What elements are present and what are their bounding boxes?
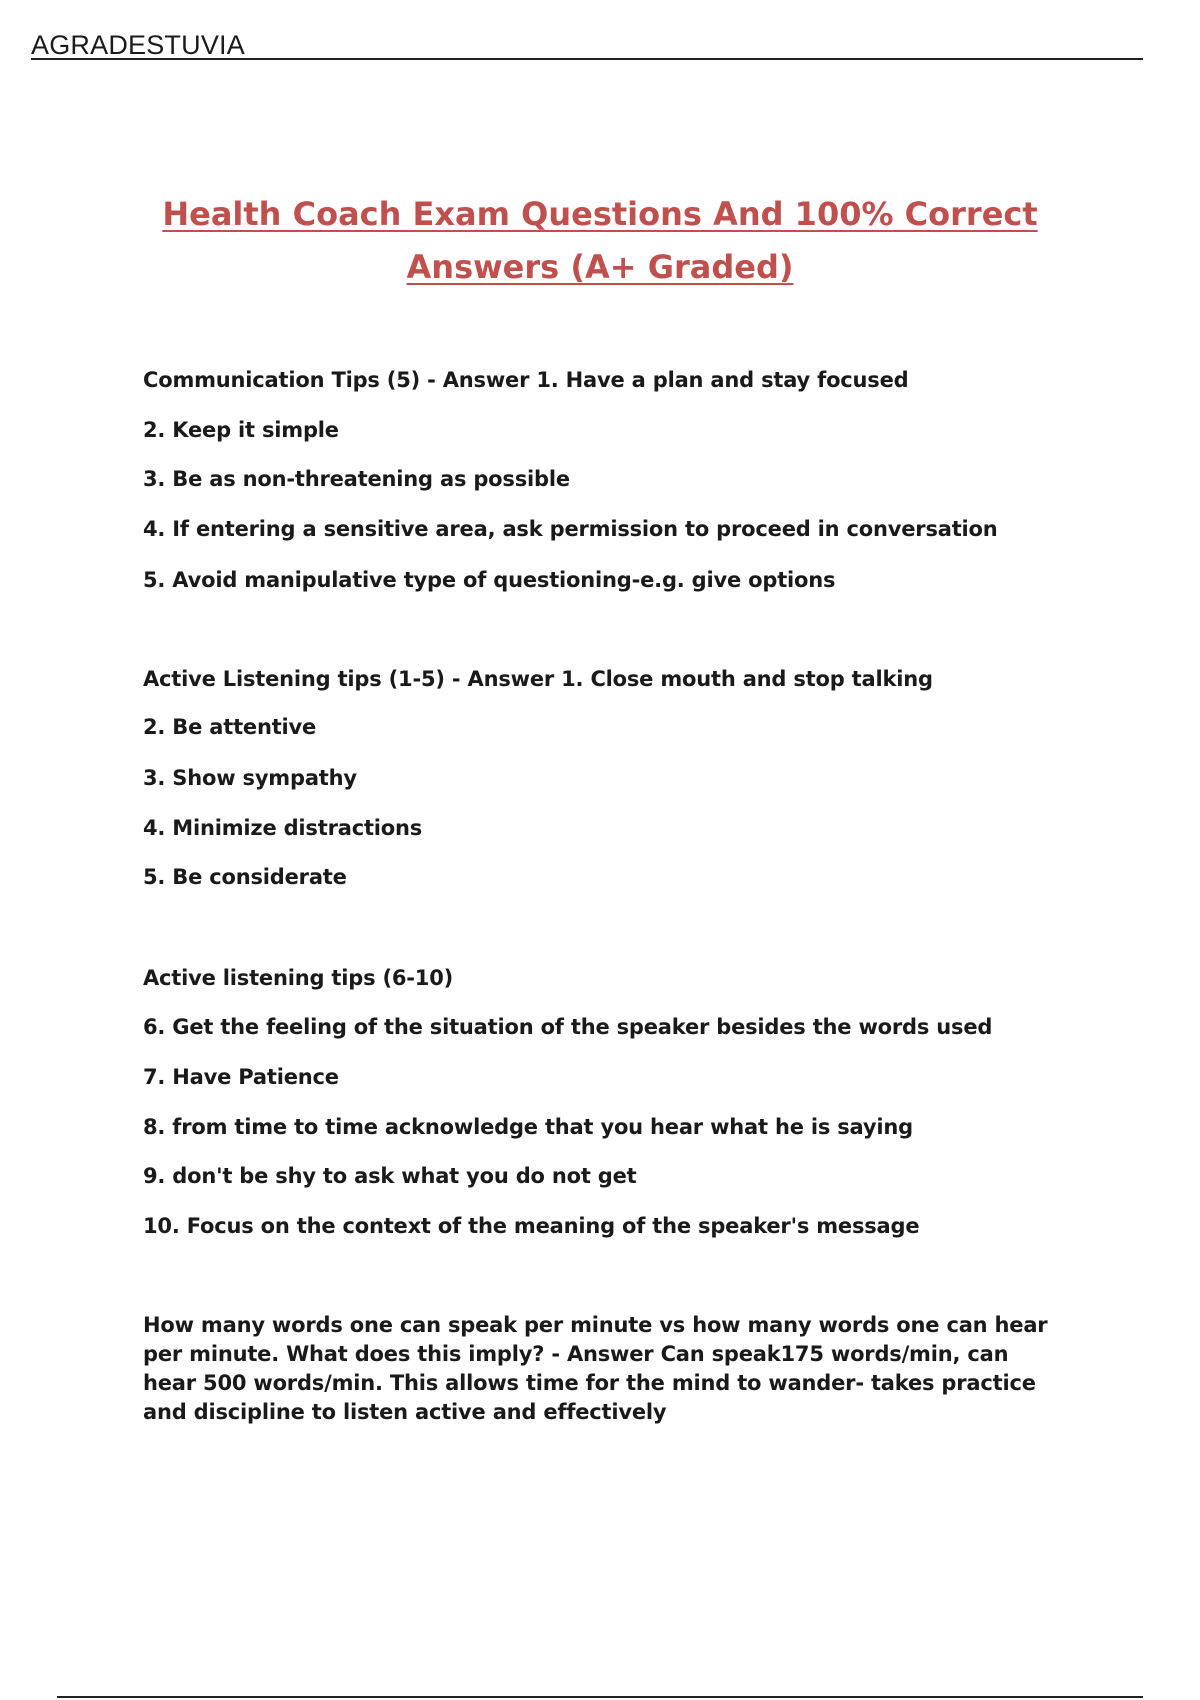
block2-line5: 5. Be considerate <box>143 865 347 889</box>
block2-line3: 3. Show sympathy <box>143 766 357 790</box>
page-header <box>31 28 1143 60</box>
block1-line2: 2. Keep it simple <box>143 418 339 442</box>
words-per-minute-paragraph: How many words one can speak per minute vs how many words one can hear per minute. What does this imply? - Answer Can speak175 words/min, can hear 500 words/min. This allows time for the mind to wander- takes practice and discipline to listen active and effectively <box>143 1313 1048 1424</box>
block2-line4: 4. Minimize distractions <box>143 816 423 840</box>
block1-line5: 5. Avoid manipulative type of questioning-e.g. give options <box>143 568 836 592</box>
block3-line3: 7. Have Patience <box>143 1065 339 1089</box>
block2-line2: 2. Be attentive <box>143 715 317 739</box>
block3-line2: 6. Get the feeling of the situation of the speaker besides the words used <box>143 1015 993 1039</box>
block1-line3: 3. Be as non-threatening as possible <box>143 467 570 491</box>
block3-line1: Active listening tips (6-10) <box>143 966 454 990</box>
block2-line1: Active Listening tips (1-5) - Answer 1. Close mouth and stop talking <box>143 667 933 691</box>
block1-line4: 4. If entering a sensitive area, ask permission to proceed in conversation <box>143 517 998 541</box>
title-line-2: Answers (A+ Graded) <box>406 248 794 286</box>
block3-line6: 10. Focus on the context of the meaning of the speaker's message <box>143 1214 920 1238</box>
block1-line1: Communication Tips (5) - Answer 1. Have a plan and stay focused <box>143 368 909 392</box>
document-title <box>150 188 1050 294</box>
brand-name: AGRADESTUVIA <box>31 30 245 60</box>
footer-divider <box>57 1696 1143 1698</box>
title-line-1: Health Coach Exam Questions And 100% Correct <box>162 195 1038 233</box>
block3-line5: 9. don't be shy to ask what you do not get <box>143 1164 637 1188</box>
block3-line4: 8. from time to time acknowledge that you hear what he is saying <box>143 1115 913 1139</box>
